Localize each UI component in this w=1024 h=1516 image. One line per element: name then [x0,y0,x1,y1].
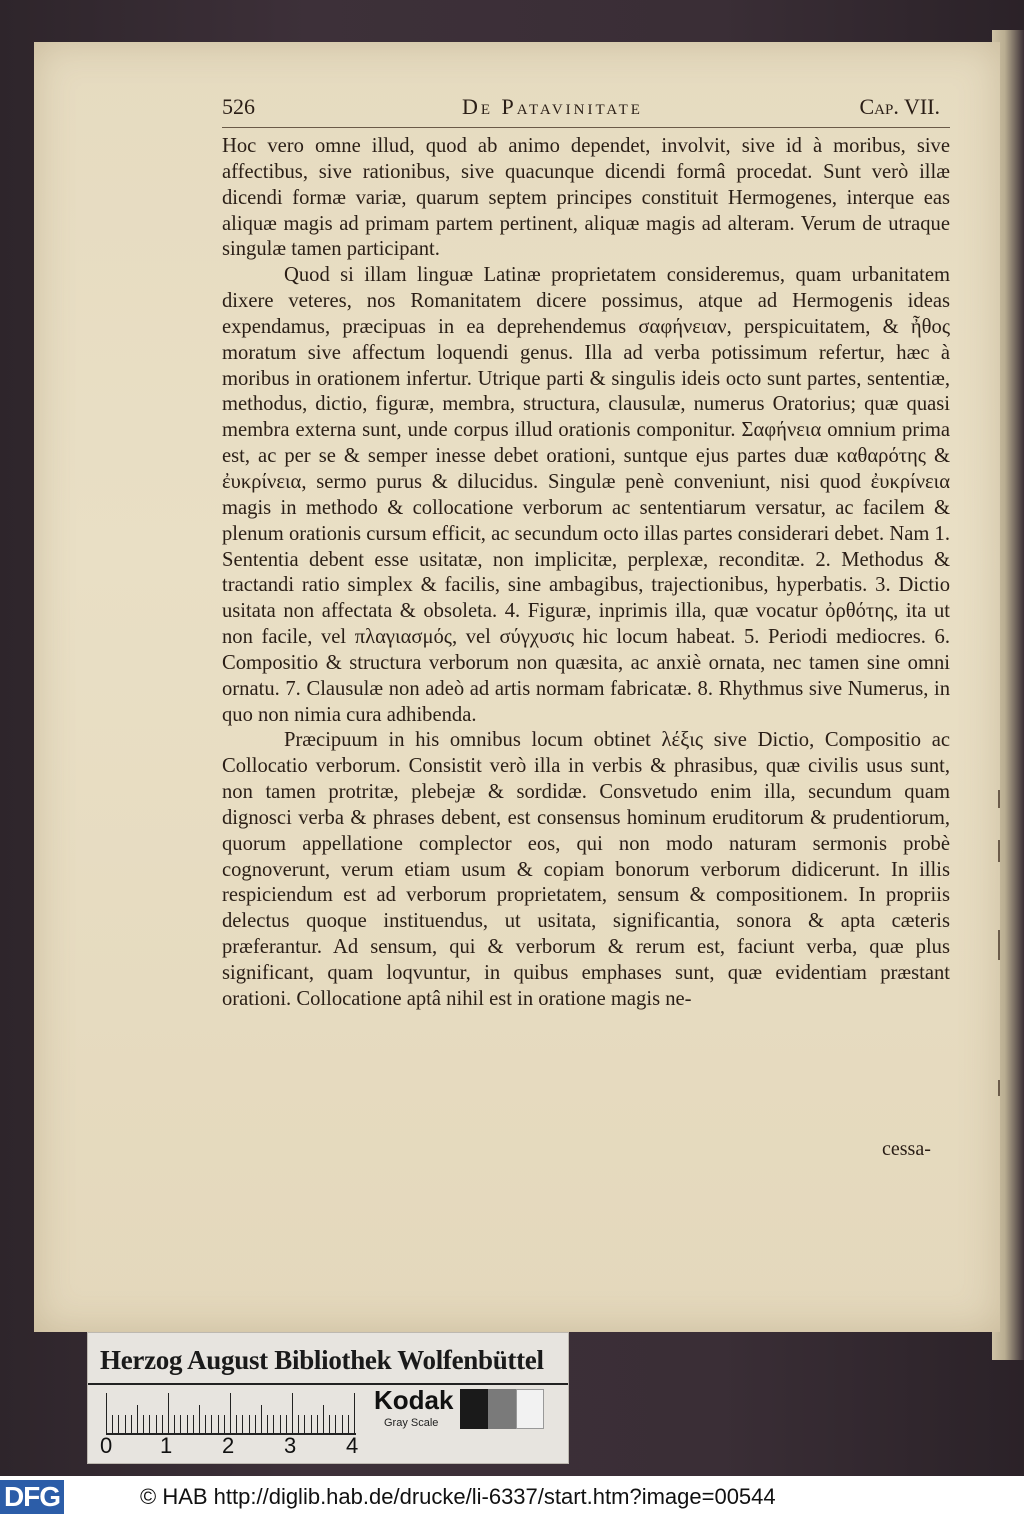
ruler-tick [342,1415,343,1433]
paragraph-2: Quod si illam linguæ Latinæ proprietatem consideremus, quam urbanitatem dixere veteres, nos Romanitatem dicere possimus, atque ad Hermogenis ideas expendamus, præcipuas in ea deprehendemus σαφήνειαν, perspicuitatem, & ἦθος moratum sive affectum loquendi genus. Illa ad verba potissimum refertur, hæc à moribus in orationem infertur. Utrique parti & singulis ideis octo sunt partes, sententiæ, methodus, dictio, figuræ, membra, structura, clausulæ, numerus Oratorius; quæ quasi membra externa sunt, unde corpus illud orationis componitur. Σαφήνεια omnium prima est, ac per se & semper inesse debet orationi, suntque ejus partes duæ καθαρότης & ἐυκρίνεια, sermo purus & dilucidus. Singulæ penè conveniunt, nisi quod ἐυκρίνεια magis in methodo & collocatione verborum ac sententiarum versatur, ac facilem & plenum orationis cursum efficit, ac secundum octo illas partes considerari debet. Nam 1. Sententia debent esse usitatæ, non implicitæ, perplexæ, reconditæ. 2. Methodus & tractandi ratio simplex & facilis, sine ambagibus, trajectionibus, hyperbatis. 3. Dictio usitata non affectata & obsoleta. 4. Figuræ, inprimis illa, quæ vocatur ὀρθότης, ita ut non facile, vel πλαγιασμός, vel σύγχυσις hic locum habeat. 5. Periodi mediocres. 6. Compositio & structura verborum non quæsita, ac anxiè ornata, nec tamen sine omni ornatu. 7. Clausulæ non adeò ad artis normam fabricatæ. 8. Rhythmus sive Numerus, in quo non nimia cura adhibenda. [222,264,950,726]
ruler-num-1: 1 [160,1433,173,1458]
paragraph-1: Hoc vero omne illud, quod ab animo dependet, involvit, sive id à moribus, sive affectibus, sive rationibus, sive quacunque dicendi formâ procedat. Sunt verò illæ dicendi formæ variæ, quarum septem principes constituit Hermogenes, interque eas aliquæ magis ad primam partem pertinent, aliquæ magis ad alteram. Verum de utraque singulæ tamen participant. [222,135,950,261]
ruler-tick [218,1415,219,1433]
ruler-num-3: 3 [284,1433,297,1458]
ruler-tick [317,1415,318,1433]
swatch-white [516,1389,544,1429]
ruler-tick [205,1415,206,1433]
ruler-tick [125,1415,126,1433]
card-rule [88,1383,568,1385]
copyright-link[interactable]: © HAB http://diglib.hab.de/drucke/li-6337/start.htm?image=00544 [140,1484,776,1509]
ruler-tick [143,1415,144,1433]
ruler-tick [280,1415,281,1433]
ruler-tick [304,1415,305,1433]
margin-marks [994,780,1004,1180]
ruler-tick [298,1415,299,1433]
swatch-gray [488,1389,516,1429]
ruler-tick [335,1415,336,1433]
ruler [106,1391,356,1433]
page-number: 526 [222,94,255,119]
ruler-tick [149,1415,150,1433]
ruler-tick [180,1415,181,1433]
ruler-tick [354,1393,355,1433]
header-rule [222,127,950,128]
body-text [222,134,950,1013]
ruler-tick [106,1393,107,1433]
footer-bar [0,1476,1024,1516]
ruler-tick [323,1405,324,1433]
dfg-logo: DFG [0,1480,64,1514]
ruler-tick [329,1415,330,1433]
ruler-tick [311,1415,312,1433]
running-head [222,92,950,126]
ruler-num-2: 2 [222,1433,235,1458]
ruler-tick [242,1415,243,1433]
ruler-num-4: 4 [346,1433,359,1458]
ruler-tick [156,1415,157,1433]
ruler-tick [162,1415,163,1433]
ruler-tick [174,1415,175,1433]
ruler-tick [112,1415,113,1433]
catchword: cessa- [882,1138,931,1160]
ruler-tick [236,1415,237,1433]
ruler-tick [292,1393,293,1433]
ruler-tick [211,1415,212,1433]
ruler-num-0: 0 [100,1433,113,1458]
ruler-tick [286,1415,287,1433]
kodak-logo: Kodak [374,1385,454,1415]
paragraph-3: Præcipuum in his omnibus locum obtinet λέξις sive Dictio, Compositio ac Collocatio verborum. Consistit verò illa in verbis & phrasibus, quæ civilis usus sunt, non tamen protritæ, plebejæ & sordidæ. Consvetudo enim illa, secundum quam dignosci verba & phrases debent, est consensus hominum eruditorum & prudentiorum, quorum appellatione complector eos, qui non modo naturam sermonis probè cognoverunt, verum etiam usum & copiam bonorum verborum didicerunt. In illis respiciendum est ad verborum proprietatem, sensum & compositionem. In propriis delectus quoque instituendus, ut usitata, significantia, sonora & apta cæteris præferantur. Ad sensum, qui & verborum & rerum est, faciunt verba, quæ plus significant, quam loqvuntur, in quibus emphases sunt, quæ evidentiam præstant orationi. Collocatione aptâ nihil est in oratione magis ne- [222,729,950,1010]
ruler-tick [230,1393,231,1433]
gray-scale-label: Gray Scale [384,1417,439,1429]
ruler-tick [199,1405,200,1433]
ruler-tick [267,1415,268,1433]
ruler-tick [261,1405,262,1433]
ruler-tick [273,1415,274,1433]
library-name: Herzog August Bibliothek Wolfenbüttel [100,1345,544,1375]
swatch-black [460,1389,488,1429]
ruler-tick [348,1415,349,1433]
ruler-tick [255,1415,256,1433]
ruler-tick [137,1405,138,1433]
ruler-tick [168,1393,169,1433]
ruler-tick [224,1415,225,1433]
ruler-tick [187,1415,188,1433]
running-title: De Patavinitate [462,94,643,119]
ruler-tick [249,1415,250,1433]
ruler-tick [131,1415,132,1433]
chapter-label: Cap. VII. [859,94,940,119]
ruler-tick [193,1415,194,1433]
library-scale-card [87,1332,569,1464]
ruler-tick [118,1415,119,1433]
